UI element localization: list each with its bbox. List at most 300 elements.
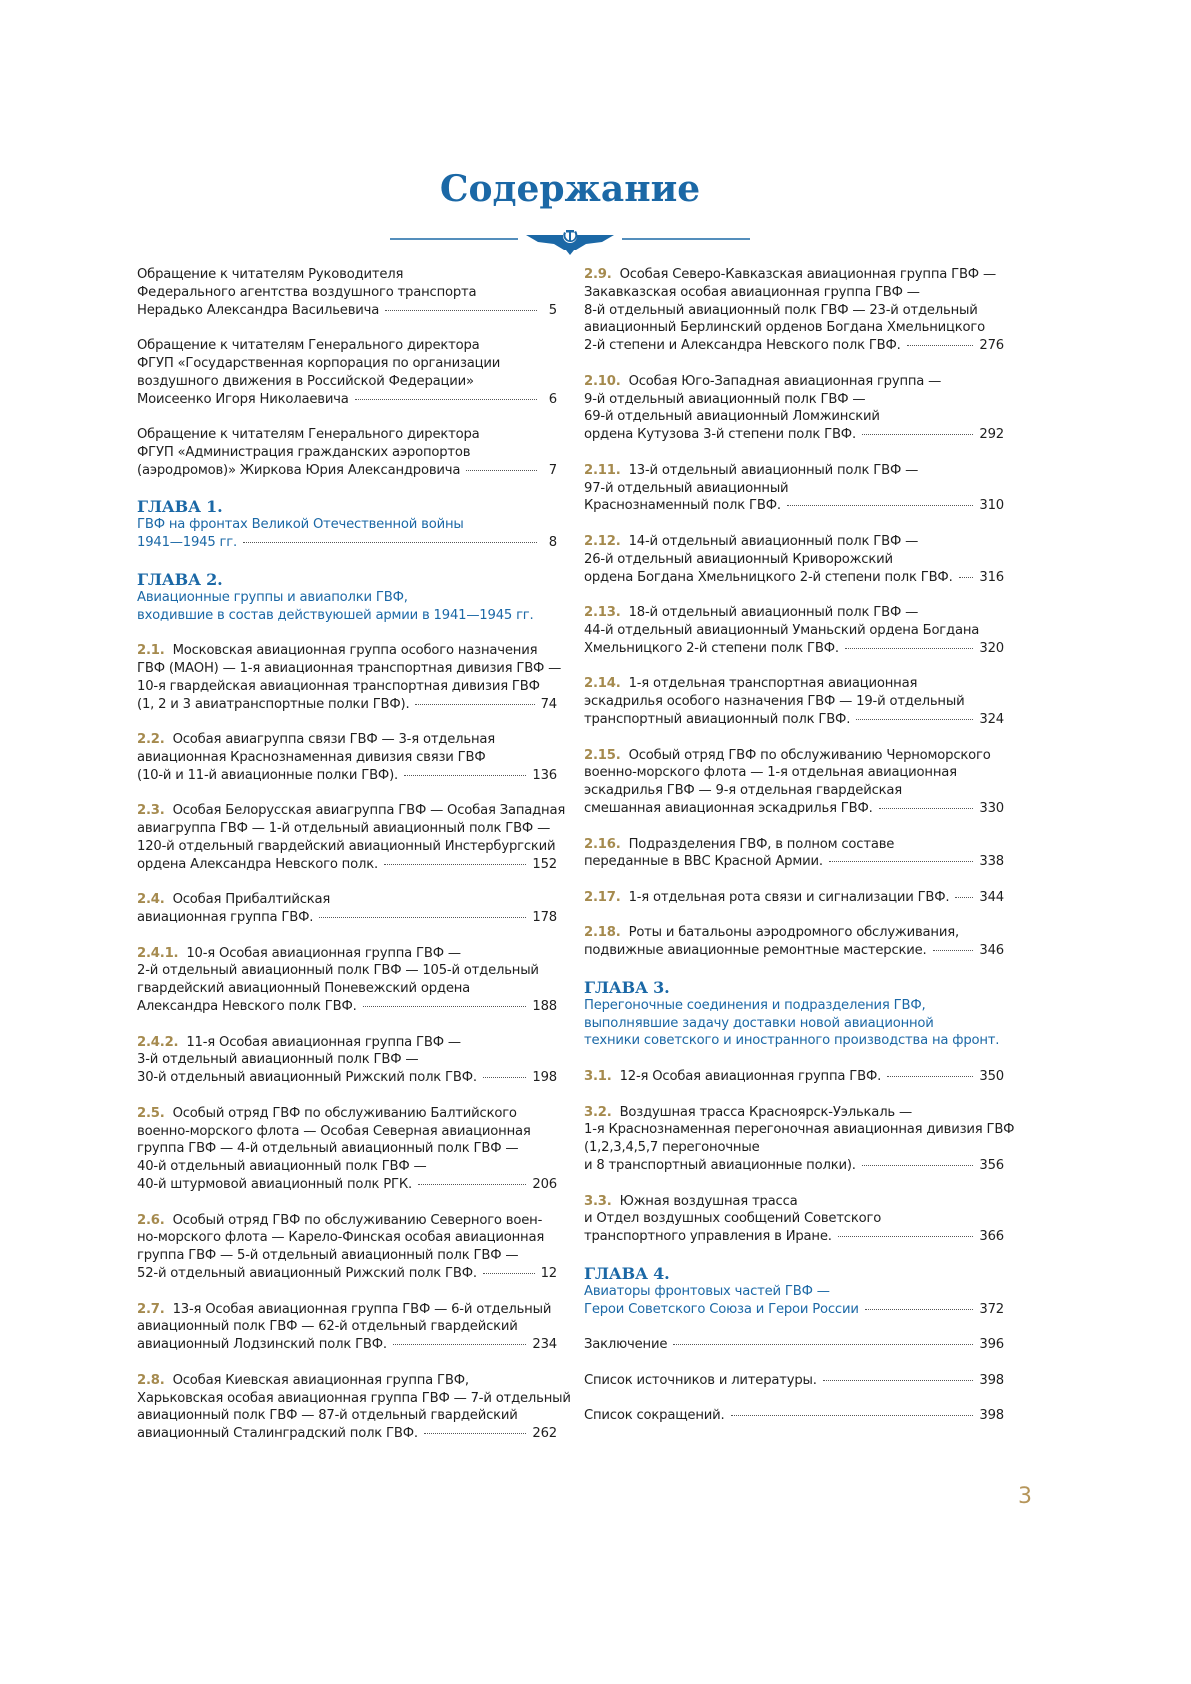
- section-number: 2.2.: [137, 732, 165, 748]
- toc-entry-text: 120-й отдельный гвардейский авиационный Инстербургский: [137, 838, 556, 854]
- toc-entry-text: Московская авиационная группа особого назначения: [172, 643, 538, 659]
- toc-entry-line: [584, 942, 1004, 960]
- page-reference[interactable]: 152: [532, 856, 557, 872]
- toc-entry-text: 69-й отдельный авиационный Ломжинский: [584, 409, 880, 425]
- section-number: 2.1.: [137, 643, 165, 659]
- section-number: 2.4.: [137, 892, 165, 908]
- toc-entry-text: входившие в состав действуюшей армии в 1941—1945 гг.: [137, 607, 534, 623]
- section-number: 2.13.: [584, 605, 621, 621]
- section-number: 2.5.: [137, 1105, 165, 1121]
- toc-entry-text: 2-й степени и Александра Невского полк ГВФ.: [584, 338, 901, 354]
- toc-entry[interactable]: [584, 1372, 1004, 1390]
- toc-entry-text: и Отдел воздушных сообщений Советского: [584, 1211, 882, 1227]
- toc-entry-line: [584, 569, 1004, 587]
- toc-entry-line: [584, 622, 1004, 640]
- toc-entry-text: 3-й отдельный авиационный полк ГВФ —: [137, 1052, 419, 1068]
- toc-entry-text: Особая Белорусская авиагруппа ГВФ — Особая Западная: [172, 803, 566, 819]
- toc-entry-line: [584, 1283, 1004, 1301]
- toc-entry-text: Хмельницкого 2-й степени полк ГВФ.: [584, 640, 839, 656]
- dot-leader: [731, 1415, 974, 1416]
- page-title: Содержание: [439, 168, 701, 210]
- toc-entry-text: Обращение к читателям Руководителя: [137, 267, 404, 282]
- page-reference[interactable]: 188: [532, 999, 557, 1015]
- toc-entry-text: военно-морского флота — 1-я отдельная авиационная: [584, 765, 957, 781]
- toc-entry-text: Краснознаменный полк ГВФ.: [584, 498, 781, 514]
- toc-entry-line: [584, 1015, 1004, 1033]
- toc-entry-text: Закавказская особая авиационная группа ГВФ —: [584, 284, 920, 300]
- toc-entry-line: [584, 1210, 1004, 1228]
- toc-entry-line: [137, 731, 557, 749]
- toc-entry-line: [137, 266, 557, 284]
- toc-entry-text: 14-й отдельный авиационный полк ГВФ —: [628, 533, 919, 549]
- toc-entry[interactable]: [584, 1068, 1004, 1086]
- toc-entry-line: [584, 1228, 1004, 1246]
- toc-entry-text: 40-й отдельный авиационный полк ГВФ —: [137, 1159, 427, 1175]
- toc-entry[interactable]: [137, 570, 557, 625]
- toc-entry[interactable]: [137, 1212, 557, 1283]
- page-reference[interactable]: 276: [979, 338, 1004, 354]
- toc-entry[interactable]: [584, 462, 1004, 515]
- dot-leader: [845, 648, 974, 649]
- toc-entry-text: 11-я Особая авиационная группа ГВФ —: [186, 1034, 461, 1050]
- toc-entry[interactable]: [584, 373, 1004, 444]
- toc-entry-text: авиационный полк ГВФ — 62-й отдельный гвардейский: [137, 1319, 518, 1335]
- toc-entry-line: [137, 516, 557, 534]
- page-reference[interactable]: 398: [979, 1408, 1004, 1424]
- toc-entry-line: [584, 1407, 1004, 1425]
- toc-entry-line: [137, 980, 557, 998]
- toc-entry-text: авиационная Краснознаменная дивизия связи ГВФ: [137, 749, 486, 765]
- toc-entry-line: [584, 604, 1004, 622]
- section-number: 2.3.: [137, 803, 165, 819]
- section-number: 2.4.1.: [137, 945, 179, 961]
- toc-entry-line: [137, 1051, 557, 1069]
- toc-entry-line: [137, 391, 557, 409]
- dot-leader: [823, 1380, 974, 1381]
- toc-entry-text: Особая Прибалтийская: [172, 892, 331, 908]
- toc-entry[interactable]: [137, 1105, 557, 1194]
- toc-entry-line: [584, 997, 1004, 1015]
- toc-entry[interactable]: [584, 675, 1004, 728]
- toc-entry-line: [584, 1068, 1004, 1086]
- toc-entry-line: [584, 889, 1004, 907]
- toc-entry-text: ордена Кутузова 3-й степени полк ГВФ.: [584, 427, 856, 443]
- toc-entry-text: выполнявшие задачу доставки новой авиационной: [584, 1015, 934, 1031]
- toc-entry-text: Особая Киевская авиационная группа ГВФ,: [172, 1372, 469, 1388]
- dot-leader: [787, 505, 974, 506]
- toc-entry[interactable]: [584, 1193, 1004, 1246]
- toc-entry-text: 26-й отдельный авиационный Криворожский: [584, 551, 893, 567]
- toc-entry[interactable]: [584, 836, 1004, 872]
- toc-entry-text: Список сокращений.: [584, 1408, 725, 1424]
- section-number: 2.8.: [137, 1372, 165, 1388]
- dot-leader: [483, 1273, 535, 1274]
- toc-entry-text: 1-я Краснознаменная перегоночная авиационная дивизия ГВФ: [584, 1122, 1015, 1138]
- dot-leader: [424, 1433, 527, 1434]
- toc-entry-text: ГВФ на фронтах Великой Отечественной войны: [137, 517, 464, 533]
- aeroflot-emblem-divider: [390, 226, 750, 256]
- toc-entry-line: [137, 1212, 557, 1230]
- toc-entry-text: переданные в ВВС Красной Армии.: [584, 854, 823, 870]
- section-number: 2.15.: [584, 747, 621, 763]
- dot-leader: [355, 399, 537, 400]
- toc-entry-line: [137, 642, 557, 660]
- toc-entry-line: [584, 408, 1004, 426]
- toc-entry[interactable]: [584, 924, 1004, 960]
- toc-entry-line: [584, 373, 1004, 391]
- toc-entry-text: Особый отряд ГВФ по обслуживанию Балтийского: [172, 1105, 517, 1121]
- page-number: 3: [1018, 1484, 1032, 1509]
- toc-entry-line: [137, 426, 557, 444]
- section-number: 2.18.: [584, 925, 621, 941]
- toc-entry-text: Александра Невского полк ГВФ.: [137, 999, 357, 1015]
- page-reference[interactable]: 262: [532, 1426, 557, 1442]
- dot-leader: [418, 1184, 526, 1185]
- dot-leader: [887, 1076, 973, 1077]
- toc-entry-text: (1, 2 и 3 авиатранспортные полки ГВФ).: [137, 696, 410, 712]
- page-reference[interactable]: 356: [979, 1158, 1004, 1174]
- page-reference[interactable]: 320: [979, 640, 1004, 656]
- toc-entry-line: [584, 747, 1004, 765]
- toc-entry-line: [584, 266, 1004, 284]
- chapter-heading: ГЛАВА 4.: [584, 1263, 670, 1283]
- page-reference[interactable]: 292: [979, 427, 1004, 443]
- toc-entry-text: ордена Богдана Хмельницкого 2-й степени полк ГВФ.: [584, 569, 953, 585]
- page-reference[interactable]: 5: [548, 302, 557, 318]
- toc-entry-text: но-морского флота — Карело-Финская особая авиационная: [137, 1230, 545, 1246]
- toc-entry-text: группа ГВФ — 5-й отдельный авиационный полк ГВФ —: [137, 1248, 519, 1264]
- page-reference[interactable]: 338: [979, 854, 1004, 870]
- toc-entry-line: [584, 1032, 1004, 1050]
- page-reference[interactable]: 350: [979, 1069, 1004, 1085]
- toc-entry-text: воздушного движения в Российской Федерации»: [137, 373, 474, 389]
- toc-entry-text: (10-й и 11-й авиационные полки ГВФ).: [137, 767, 399, 783]
- toc-entry-line: [584, 924, 1004, 942]
- toc-entry-line: [584, 337, 1004, 355]
- toc-entry-line: [584, 1104, 1004, 1122]
- toc-entry-text: Особая Юго-Западная авиационная группа —: [628, 373, 942, 389]
- dot-leader: [483, 1077, 527, 1078]
- toc-entry[interactable]: [137, 642, 562, 713]
- toc-column-left: [137, 266, 571, 1461]
- toc-entry-text: 13-й отдельный авиационный полк ГВФ —: [628, 462, 919, 478]
- toc-entry-line: [584, 853, 1004, 871]
- chapter-heading: ГЛАВА 2.: [137, 569, 223, 589]
- dot-leader: [363, 1006, 527, 1007]
- toc-entry-line: [137, 589, 557, 607]
- toc-entry[interactable]: [584, 889, 1004, 907]
- toc-entry-line: [584, 480, 1004, 498]
- toc-entry-line: [584, 640, 1004, 658]
- dot-leader: [955, 897, 973, 898]
- toc-entry[interactable]: [584, 747, 1004, 818]
- toc-entry-line: [137, 1105, 557, 1123]
- toc-entry-text: Роты и батальоны аэродромного обслуживания,: [628, 925, 959, 941]
- toc-entry-text: эскадрилья особого назначения ГВФ — 19-й отдельный: [584, 694, 965, 710]
- dot-leader: [466, 470, 537, 471]
- toc-entry[interactable]: [584, 1264, 1004, 1319]
- toc-entry-line: [137, 998, 557, 1016]
- dot-leader: [384, 864, 526, 865]
- toc-entry-text: 44-й отдельный авиационный Уманьский ордена Богдана: [584, 622, 980, 638]
- toc-entry-text: Особая Северо-Кавказская авиационная группа ГВФ —: [619, 267, 996, 282]
- toc-entry-text: Особый отряд ГВФ по обслуживанию Северного воен-: [172, 1212, 543, 1228]
- toc-entry-line: [137, 1425, 557, 1443]
- section-number: 2.17.: [584, 889, 621, 905]
- toc-entry-text: 10-я Особая авиационная группа ГВФ —: [186, 945, 461, 961]
- page-reference[interactable]: 74: [540, 696, 557, 712]
- toc-entry-line: [584, 426, 1004, 444]
- page-reference[interactable]: 7: [548, 462, 557, 478]
- toc-entry-text: транспортного управления в Иране.: [584, 1229, 832, 1245]
- toc-entry-text: авиационный Берлинский орденов Богдана Хмельницкого: [584, 320, 986, 336]
- toc-entry-line: [137, 749, 557, 767]
- dot-leader: [865, 1309, 974, 1310]
- toc-entry[interactable]: [137, 497, 557, 552]
- section-number: 3.3.: [584, 1193, 612, 1209]
- toc-entry-line: [137, 1034, 557, 1052]
- page-reference[interactable]: 344: [979, 889, 1004, 905]
- toc-entry-line: [584, 533, 1004, 551]
- toc-entry-text: Южная воздушная трасса: [619, 1193, 798, 1209]
- toc-entry[interactable]: [584, 978, 1004, 1050]
- toc-entry-text: гвардейский авиационный Поневежский ордена: [137, 981, 471, 997]
- toc-entry-line: [137, 909, 557, 927]
- toc-entry-text: Заключение: [584, 1337, 668, 1353]
- toc-entry-text: 12-я Особая авиационная группа ГВФ.: [619, 1069, 882, 1085]
- toc-entry[interactable]: [137, 1301, 557, 1354]
- dot-leader: [385, 310, 537, 311]
- toc-entry-text: и 8 транспортный авиационные полки).: [584, 1158, 856, 1174]
- toc-entry-line: [137, 945, 557, 963]
- dot-leader: [862, 1165, 974, 1166]
- toc-entry[interactable]: [137, 337, 557, 408]
- toc-entry-text: 9-й отдельный авиационный полк ГВФ —: [584, 391, 866, 407]
- toc-entry-line: [137, 1336, 557, 1354]
- toc-entry-text: смешанная авиационная эскадрилья ГВФ.: [584, 800, 873, 816]
- toc-entry-line: [137, 1158, 557, 1176]
- toc-entry-text: Моисеенко Игоря Николаевича: [137, 391, 349, 407]
- toc-entry-text: Харьковская особая авиационная группа ГВФ — 7-й отдельный: [137, 1390, 571, 1406]
- toc-entry-line: [584, 1139, 1004, 1157]
- toc-entry-text: 13-я Особая авиационная группа ГВФ — 6-й отдельный: [172, 1301, 552, 1317]
- dot-leader: [862, 434, 973, 435]
- toc-entry-line: [584, 1336, 1004, 1354]
- toc-entry-text: Список источников и литературы.: [584, 1372, 817, 1388]
- toc-entry-text: военно-морского флота — Особая Северная авиационная: [137, 1123, 531, 1139]
- toc-entry[interactable]: [137, 1034, 557, 1087]
- toc-entry-text: (аэродромов)» Жиркова Юрия Александровича: [137, 462, 461, 478]
- toc-entry-line: [584, 675, 1004, 693]
- toc-entry[interactable]: [137, 426, 557, 479]
- section-number: 2.7.: [137, 1301, 165, 1317]
- toc-entry-line: [137, 767, 557, 785]
- toc-entry-line: [137, 856, 557, 874]
- toc-entry-line: [584, 800, 1004, 818]
- toc-entry-text: Особая авиагруппа связи ГВФ — 3-я отдельная: [172, 732, 495, 748]
- toc-entry-text: Обращение к читателям Генерального директора: [137, 338, 480, 354]
- toc-entry[interactable]: [584, 266, 1004, 355]
- toc-entry-line: [137, 302, 557, 320]
- toc-entry[interactable]: [137, 891, 557, 927]
- page-reference[interactable]: 136: [532, 767, 557, 783]
- toc-entry-line: [137, 660, 562, 678]
- toc-entry-line: [584, 1372, 1004, 1390]
- toc-entry-line: [137, 337, 557, 355]
- page-reference[interactable]: 316: [979, 569, 1004, 585]
- page-reference[interactable]: 372: [979, 1301, 1004, 1317]
- toc-entry-text: авиационная группа ГВФ.: [137, 910, 314, 926]
- toc-entry-line: [137, 1318, 557, 1336]
- toc-entry-line: [584, 497, 1004, 515]
- page-reference[interactable]: 206: [532, 1177, 557, 1193]
- toc-entry-text: 1-я отдельная рота связи и сигнализации ГВФ.: [628, 889, 950, 905]
- toc-entry-line: [137, 1407, 557, 1425]
- page-reference[interactable]: 346: [979, 943, 1004, 959]
- toc-entry[interactable]: [137, 802, 566, 873]
- toc-entry-line: [584, 693, 1004, 711]
- toc-entry-text: 30-й отдельный авиационный Рижский полк ГВФ.: [137, 1070, 477, 1086]
- toc-entry-line: [584, 764, 1004, 782]
- toc-entry[interactable]: [584, 1104, 1015, 1175]
- toc-entry-text: 18-й отдельный авиационный полк ГВФ —: [628, 605, 919, 621]
- toc-entry-text: эскадрилья ГВФ — 9-я отдельная гвардейская: [584, 783, 903, 799]
- toc-entry-text: авиационный Лодзинский полк ГВФ.: [137, 1337, 387, 1353]
- dot-leader: [393, 1344, 527, 1345]
- toc-entry-text: группа ГВФ — 4-й отдельный авиационный полк ГВФ —: [137, 1141, 519, 1157]
- page-reference[interactable]: 398: [979, 1372, 1004, 1388]
- toc-entry-line: [137, 373, 557, 391]
- toc-entry-text: авиагруппа ГВФ — 1-й отдельный авиационный полк ГВФ —: [137, 821, 551, 837]
- section-number: 2.14.: [584, 676, 621, 692]
- toc-entry-text: Обращение к читателям Генерального директора: [137, 427, 480, 443]
- toc-entry-line: [137, 962, 557, 980]
- toc-entry-line: [137, 1069, 557, 1087]
- toc-entry[interactable]: [584, 533, 1004, 586]
- toc-entry[interactable]: [137, 945, 557, 1016]
- toc-entry-line: [584, 551, 1004, 569]
- toc-entry-text: подвижные авиационные ремонтные мастерские.: [584, 943, 927, 959]
- toc-entry[interactable]: [137, 1372, 571, 1443]
- toc-entry-text: (1,2,3,4,5,7 перегоночные: [584, 1140, 760, 1156]
- toc-entry-line: [137, 1176, 557, 1194]
- page-reference[interactable]: 198: [532, 1070, 557, 1086]
- toc-entry-text: 2-й отдельный авиационный полк ГВФ — 105-й отдельный: [137, 963, 539, 979]
- page-reference[interactable]: 12: [540, 1266, 557, 1282]
- section-number: 3.1.: [584, 1069, 612, 1085]
- page-reference[interactable]: 8: [548, 535, 557, 551]
- section-number: 2.11.: [584, 462, 621, 478]
- page-reference[interactable]: 178: [532, 910, 557, 926]
- page-reference[interactable]: 234: [532, 1337, 557, 1353]
- toc-entry-text: 1941—1945 гг.: [137, 535, 237, 551]
- toc-entry-line: [137, 1247, 557, 1265]
- dot-leader: [404, 775, 526, 776]
- page-reference[interactable]: 366: [979, 1229, 1004, 1245]
- toc-entry-text: ФГУП «Государственная корпорация по организации: [137, 355, 501, 371]
- toc-entry-line: [137, 891, 557, 909]
- dot-leader: [415, 704, 534, 705]
- toc-entry-line: [137, 534, 557, 552]
- toc-entry-text: авиационный Сталинградский полк ГВФ.: [137, 1426, 418, 1442]
- toc-entry-line: [137, 355, 557, 373]
- toc-entry-text: 10-я гвардейская авиационная транспортная дивизия ГВФ: [137, 678, 540, 694]
- toc-entry-text: Авиационные группы и авиаполки ГВФ,: [137, 589, 408, 605]
- toc-entry-text: 1-я отдельная транспортная авиационная: [628, 676, 918, 692]
- toc-entry[interactable]: [137, 731, 557, 784]
- dot-leader: [907, 345, 974, 346]
- toc-entry-line: [137, 1390, 571, 1408]
- toc-entry-line: [137, 820, 557, 838]
- toc-entry-text: Федерального агентства воздушного транспорта: [137, 284, 477, 300]
- dot-leader: [933, 950, 974, 951]
- toc-entry-text: 8-й отдельный авиационный полк ГВФ — 23-й отдельный: [584, 302, 978, 318]
- toc-entry-line: [137, 696, 557, 714]
- page-reference[interactable]: 324: [979, 711, 1004, 727]
- toc-entry-text: Воздушная трасса Красноярск-Уэлькаль —: [619, 1104, 912, 1120]
- toc-entry-line: [137, 678, 557, 696]
- chapter-heading: ГЛАВА 3.: [584, 977, 670, 997]
- toc-entry-line: [584, 1301, 1004, 1319]
- toc-entry-line: [137, 802, 566, 820]
- section-number: 2.9.: [584, 267, 612, 282]
- toc-entry-text: 97-й отдельный авиационный: [584, 480, 789, 496]
- toc-entry[interactable]: [584, 1407, 1004, 1425]
- toc-entry-line: [584, 284, 1004, 302]
- toc-entry-line: [584, 391, 1004, 409]
- dot-leader: [879, 808, 974, 809]
- page-reference[interactable]: 310: [979, 498, 1004, 514]
- toc-entry-line: [584, 1193, 1004, 1211]
- dot-leader: [959, 577, 974, 578]
- toc-entry-line: [137, 1229, 557, 1247]
- toc-entry-text: 40-й штурмовой авиационный полк РГК.: [137, 1177, 413, 1193]
- toc-entry[interactable]: [137, 266, 557, 319]
- toc-entry-text: Авиаторы фронтовых частей ГВФ —: [584, 1283, 830, 1299]
- page-reference[interactable]: 396: [979, 1337, 1004, 1353]
- toc-entry-line: [137, 1265, 557, 1283]
- dot-leader: [673, 1344, 973, 1345]
- dot-leader: [319, 917, 526, 918]
- toc-entry-line: [584, 1121, 1015, 1139]
- toc-entry-text: Особый отряд ГВФ по обслуживанию Черноморского: [628, 747, 991, 763]
- toc-entry-line: [137, 838, 557, 856]
- toc-entry[interactable]: [584, 604, 1004, 657]
- toc-entry-line: [584, 782, 1004, 800]
- toc-entry-line: [137, 1372, 557, 1390]
- toc-entry-line: [584, 836, 1004, 854]
- toc-entry-text: ГВФ (МАОН) — 1-я авиационная транспортная дивизия ГВФ —: [137, 660, 562, 676]
- toc-entry-text: техники советского и иностранного производства на фронт.: [584, 1033, 1000, 1049]
- toc-entry-text: Нерадько Александра Васильевича: [137, 302, 380, 318]
- page-reference[interactable]: 330: [979, 800, 1004, 816]
- section-number: 2.12.: [584, 533, 621, 549]
- toc-entry-text: ФГУП «Администрация гражданских аэропортов: [137, 444, 471, 460]
- toc-entry-line: [584, 462, 1004, 480]
- dot-leader: [243, 542, 537, 543]
- toc-entry-text: Перегоночные соединения и подразделения ГВФ,: [584, 997, 926, 1013]
- section-number: 2.16.: [584, 836, 621, 852]
- page-reference[interactable]: 6: [548, 391, 557, 407]
- toc-entry-text: 52-й отдельный авиационный Рижский полк ГВФ.: [137, 1266, 477, 1282]
- toc-entry-line: [584, 319, 1004, 337]
- section-number: 3.2.: [584, 1104, 612, 1120]
- toc-entry[interactable]: [584, 1336, 1004, 1354]
- toc-entry-line: [137, 1140, 557, 1158]
- toc-column-right: [584, 266, 1015, 1443]
- section-number: 2.4.2.: [137, 1034, 179, 1050]
- toc-entry-text: авиационный полк ГВФ — 87-й отдельный гвардейский: [137, 1408, 518, 1424]
